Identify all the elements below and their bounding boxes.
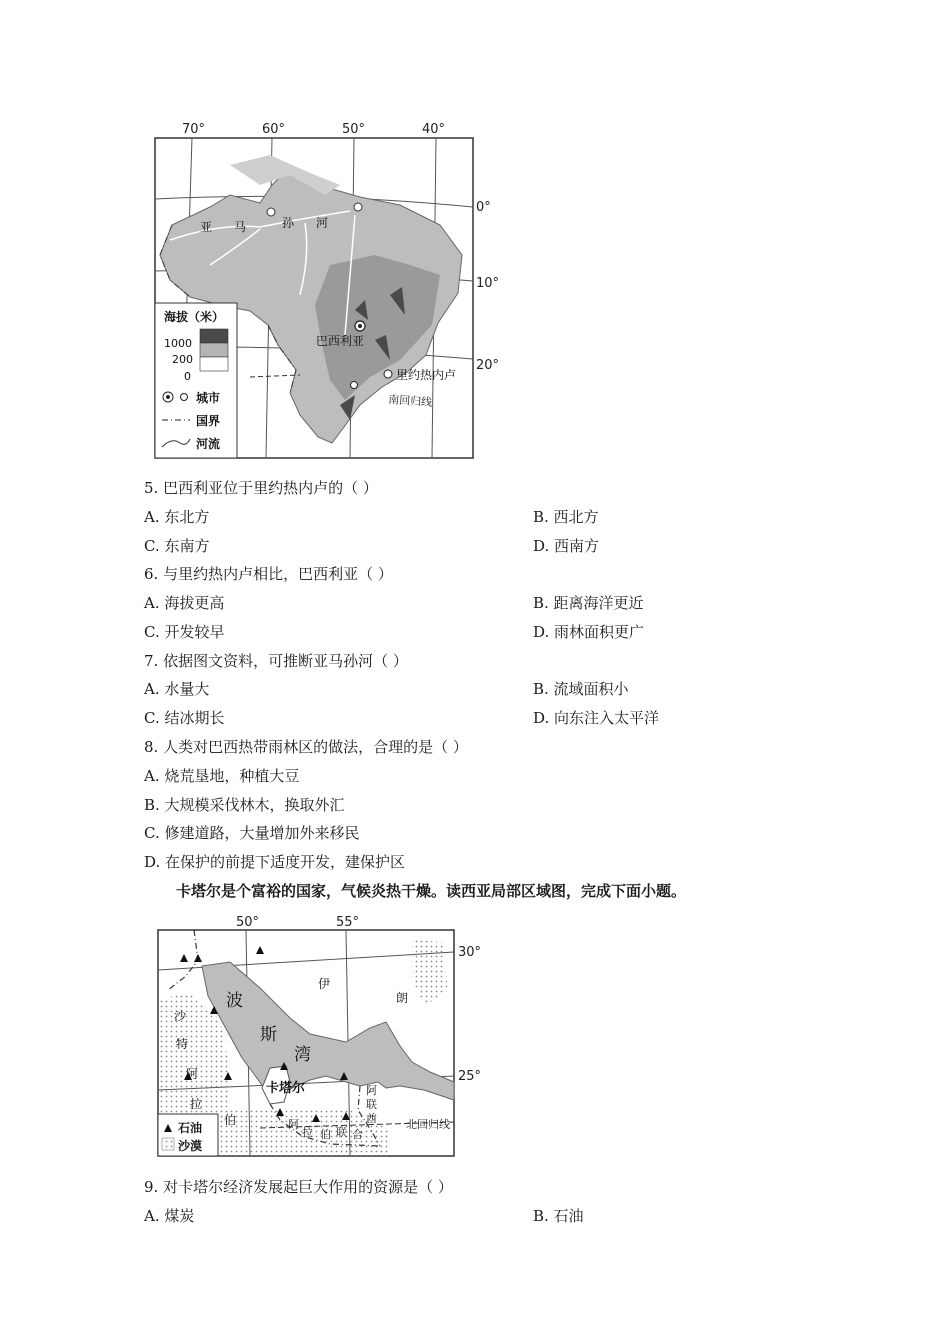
question-7-option-a[interactable]: A. 水量大 xyxy=(144,680,210,698)
question-7-stem: 7. 依据图文资料，可推断亚马孙河（ ） xyxy=(144,652,408,670)
question-6-stem: 6. 与里约热内卢相比，巴西利亚（ ） xyxy=(144,565,393,583)
rio-label: 里约热内卢 xyxy=(396,368,457,382)
iran-label-1: 伊 xyxy=(318,977,331,991)
question-9-option-a[interactable]: A. 煤炭 xyxy=(144,1207,195,1225)
map1-legend xyxy=(155,303,237,458)
qatar-intro: 卡塔尔是个富裕的国家，气候炎热干燥。读西亚局部区域图，完成下面小题。 xyxy=(176,882,687,900)
svg-text:城市: 城市 xyxy=(196,391,221,405)
tropic-label-north: 北回归线 xyxy=(406,1118,450,1131)
gulf-label-1: 波 xyxy=(226,991,243,1011)
question-5-stem: 5. 巴西利亚位于里约热内卢的（ ） xyxy=(144,479,378,497)
svg-text:合: 合 xyxy=(352,1128,363,1141)
svg-text:0: 0 xyxy=(184,370,191,383)
saudi-label-3: 阿 xyxy=(186,1067,199,1081)
saudi-label-2: 特 xyxy=(176,1037,189,1051)
amazon-label-3: 孙 xyxy=(282,216,295,230)
svg-text:联: 联 xyxy=(366,1098,377,1111)
question-8-option-a[interactable]: A. 烧荒垦地，种植大豆 xyxy=(144,767,300,785)
question-9-option-b[interactable]: B. 石油 xyxy=(533,1207,584,1225)
saudi-label-4: 拉 xyxy=(190,1097,203,1111)
map1-lat-20: 20° xyxy=(476,358,500,373)
svg-text:200: 200 xyxy=(172,353,193,366)
svg-text:酋: 酋 xyxy=(366,1112,377,1125)
svg-text:1000: 1000 xyxy=(164,337,192,350)
question-6-option-a[interactable]: A. 海拔更高 xyxy=(144,594,225,612)
question-9-stem: 9. 对卡塔尔经济发展起巨大作用的资源是（ ） xyxy=(144,1178,453,1196)
map2-legend xyxy=(158,1114,218,1156)
question-5-option-a[interactable]: A. 东北方 xyxy=(144,508,210,526)
amazon-label-1: 亚 xyxy=(200,220,213,234)
brazil-map xyxy=(150,115,520,465)
question-7-option-b[interactable]: B. 流域面积小 xyxy=(533,680,629,698)
svg-text:联: 联 xyxy=(336,1126,347,1139)
question-5-option-b[interactable]: B. 西北方 xyxy=(533,508,599,526)
svg-text:石油: 石油 xyxy=(178,1121,203,1135)
persian-gulf-map xyxy=(150,910,500,1165)
gulf-label-2: 斯 xyxy=(260,1025,277,1045)
map1-lat-0: 0° xyxy=(476,200,491,215)
svg-text:海拔（米）: 海拔（米） xyxy=(164,310,225,324)
svg-text:国界: 国界 xyxy=(196,414,221,428)
question-5-option-c[interactable]: C. 东南方 xyxy=(144,537,210,555)
svg-text:拉: 拉 xyxy=(302,1126,313,1139)
qatar-label: 卡塔尔 xyxy=(266,1081,306,1096)
svg-text:伯: 伯 xyxy=(320,1128,331,1141)
svg-text:沙漠: 沙漠 xyxy=(178,1139,203,1153)
saudi-label-5: 伯 xyxy=(224,1113,237,1127)
svg-text:河流: 河流 xyxy=(196,437,221,451)
question-6-option-d[interactable]: D. 雨林面积更广 xyxy=(533,623,645,641)
question-6-option-c[interactable]: C. 开发较早 xyxy=(144,623,225,641)
saudi-label-1: 沙 xyxy=(174,1009,187,1023)
question-8-stem: 8. 人类对巴西热带雨林区的做法，合理的是（ ） xyxy=(144,738,468,756)
svg-text:阿: 阿 xyxy=(288,1118,299,1131)
map2-lat-25: 25° xyxy=(458,1069,482,1084)
question-8-option-b[interactable]: B. 大规模采伐林木，换取外汇 xyxy=(144,796,345,814)
amazon-label-2: 马 xyxy=(234,220,247,234)
gulf-label-3: 湾 xyxy=(294,1045,311,1065)
question-6-option-b[interactable]: B. 距离海洋更近 xyxy=(533,594,644,612)
brasilia-label: 巴西利亚 xyxy=(316,334,365,348)
map1-lon-40: 40° xyxy=(422,122,446,137)
amazon-label-4: 河 xyxy=(316,216,329,230)
map2-lon-50: 50° xyxy=(236,915,260,930)
tropic-label-south: 南回归线 xyxy=(387,393,433,410)
question-7-option-d[interactable]: D. 向东注入太平洋 xyxy=(533,709,660,727)
question-5-option-d[interactable]: D. 西南方 xyxy=(533,537,600,555)
svg-text:阿: 阿 xyxy=(366,1084,377,1097)
iran-label-2: 朗 xyxy=(396,991,409,1005)
map1-lon-60: 60° xyxy=(262,122,286,137)
map1-lon-70: 70° xyxy=(182,122,206,137)
map1-lat-10: 10° xyxy=(476,276,500,291)
question-7-option-c[interactable]: C. 结冰期长 xyxy=(144,709,225,727)
question-8-option-d[interactable]: D. 在保护的前提下适度开发，建保护区 xyxy=(144,853,406,871)
question-8-option-c[interactable]: C. 修建道路，大量增加外来移民 xyxy=(144,824,360,842)
map2-lat-30: 30° xyxy=(458,945,482,960)
map2-lon-55: 55° xyxy=(336,915,360,930)
map1-lon-50: 50° xyxy=(342,122,366,137)
